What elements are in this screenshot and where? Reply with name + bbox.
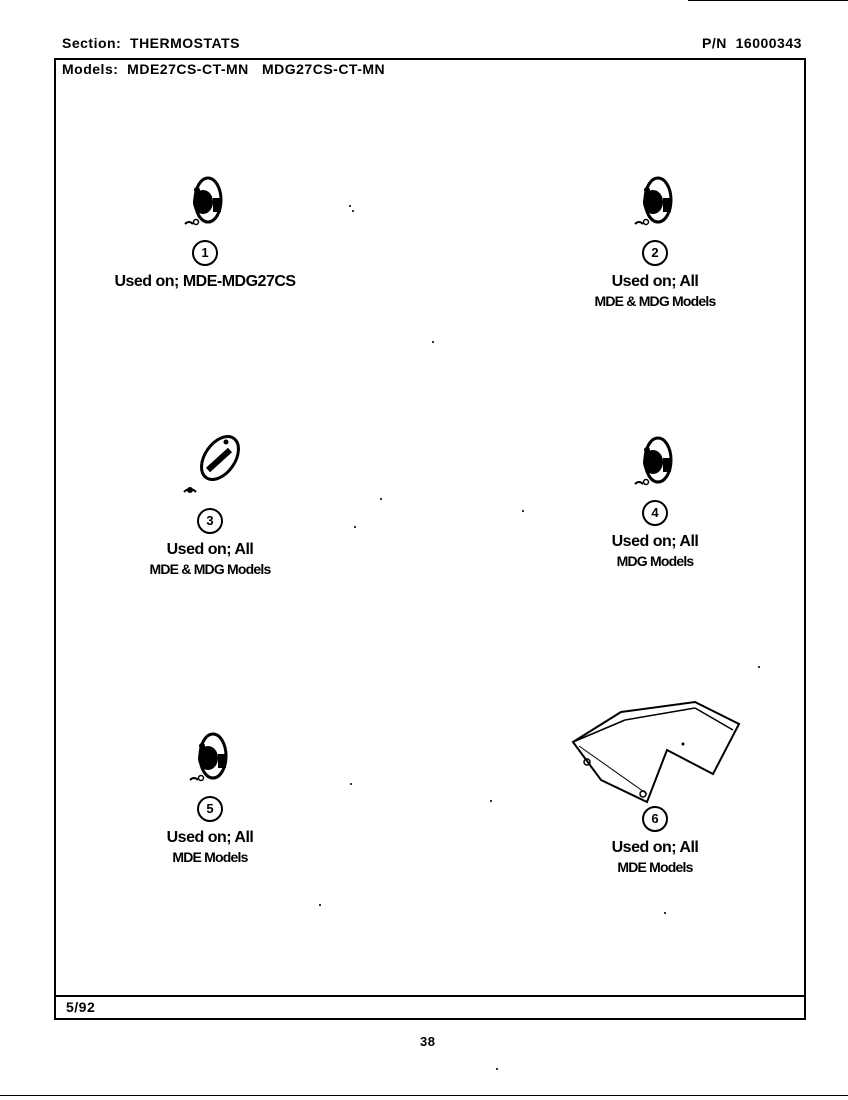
part-1 [105, 172, 305, 292]
part-number: P/N 16000343 [702, 35, 802, 51]
scan-speck [354, 526, 356, 528]
models-text: MDG Models [616, 553, 694, 569]
section-title: THERMOSTATS [130, 35, 240, 51]
scan-speck [664, 912, 666, 914]
part-3 [110, 430, 310, 578]
part-2 [560, 172, 750, 310]
part-number-badge: 2 [642, 240, 668, 266]
models-line: Models: MDE27CS-CT-MN MDG27CS-CT-MN [62, 61, 386, 77]
part-5 [110, 728, 310, 866]
bottom-rule [0, 1095, 848, 1096]
part-number-badge: 3 [197, 508, 223, 534]
used-on-text: Used on; All [611, 533, 699, 550]
thermostat-bracket-icon [563, 698, 747, 804]
scan-speck [522, 510, 524, 512]
scan-speck [380, 498, 382, 500]
footer-date: 5/92 [66, 999, 96, 1015]
part-number-badge: 1 [192, 240, 218, 266]
thermostat-icon [180, 728, 240, 790]
scan-speck [352, 210, 354, 212]
used-on-text: Used on; MDE-MDG27CS [114, 273, 296, 290]
models-text: MDE & MDG Models [594, 293, 716, 309]
page-number: 38 [420, 1034, 436, 1049]
section-label: Section: THERMOSTATS [62, 35, 240, 51]
scan-speck [319, 904, 321, 906]
scan-speck [350, 783, 352, 785]
part-number-badge: 6 [642, 806, 668, 832]
thermostat-icon [625, 172, 685, 234]
scan-speck [496, 1068, 498, 1070]
thermostat-icon [175, 172, 235, 234]
used-on-text: Used on; All [611, 273, 699, 290]
used-on-text: Used on; All [611, 839, 699, 856]
scan-speck [490, 800, 492, 802]
footer-divider [54, 995, 806, 997]
models-text: MDE Models [172, 849, 248, 865]
scan-speck [349, 205, 351, 207]
part-6 [530, 698, 780, 876]
thermostat-icon [625, 432, 685, 494]
part-number-badge: 5 [197, 796, 223, 822]
models-text: MDE & MDG Models [149, 561, 271, 577]
top-rule [688, 0, 848, 1]
part-4 [560, 432, 750, 570]
used-on-text: Used on; All [166, 829, 254, 846]
thermostat-cover-icon [170, 430, 250, 502]
scan-speck [432, 341, 434, 343]
part-number-badge: 4 [642, 500, 668, 526]
scan-speck [758, 666, 760, 668]
used-on-text: Used on; All [166, 541, 254, 558]
models-text: MDE Models [617, 859, 693, 875]
